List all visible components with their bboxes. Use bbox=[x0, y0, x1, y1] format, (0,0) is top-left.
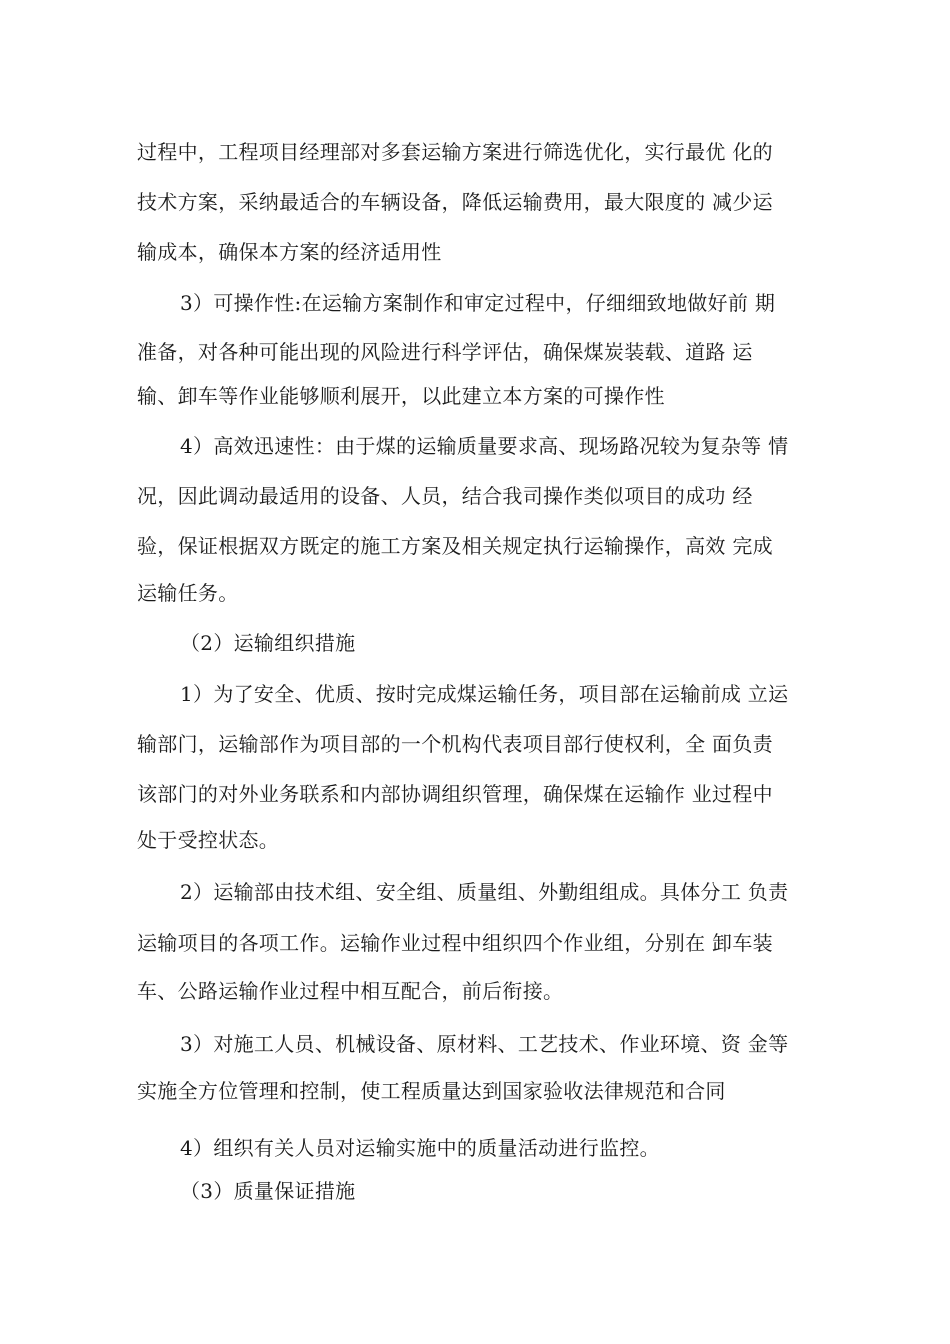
paragraph-line: 运输项目的各项工作。运输作业过程中组织四个作业组，分别在 卸车装 bbox=[137, 931, 773, 955]
paragraph-line: 2）运输部由技术组、安全组、质量组、外勤组组成。具体分工 负责 bbox=[180, 880, 789, 904]
paragraph-line: 处于受控状态。 bbox=[137, 828, 280, 852]
paragraph-line: 该部门的对外业务联系和内部协调组织管理，确保煤在运输作 业过程中 bbox=[137, 782, 773, 806]
paragraph-line: 验，保证根据双方既定的施工方案及相关规定执行运输操作，高效 完成 bbox=[137, 534, 773, 558]
section-heading: （2）运输组织措施 bbox=[180, 631, 356, 655]
paragraph-line: 1）为了安全、优质、按时完成煤运输任务，项目部在运输前成 立运 bbox=[180, 682, 789, 706]
paragraph-line: 实施全方位管理和控制，使工程质量达到国家验收法律规范和合同 bbox=[137, 1079, 726, 1103]
paragraph-line: 输成本，确保本方案的经济适用性 bbox=[137, 240, 442, 264]
paragraph-line: 3）对施工人员、机械设备、原材料、工艺技术、作业环境、资 金等 bbox=[180, 1032, 789, 1056]
section-heading: （3）质量保证措施 bbox=[180, 1179, 356, 1203]
paragraph-line: 4）组织有关人员对运输实施中的质量活动进行监控。 bbox=[180, 1136, 660, 1160]
paragraph-line: 运输任务。 bbox=[137, 581, 239, 605]
paragraph-line: 输部门，运输部作为项目部的一个机构代表项目部行使权利，全 面负责 bbox=[137, 732, 773, 756]
paragraph-line: 技术方案，采纳最适合的车辆设备，降低运输费用，最大限度的 减少运 bbox=[137, 190, 773, 214]
paragraph-line: 况，因此调动最适用的设备、人员，结合我司操作类似项目的成功 经 bbox=[137, 484, 753, 508]
paragraph-line: 输、卸车等作业能够顺利展开，以此建立本方案的可操作性 bbox=[137, 384, 665, 408]
paragraph-line: 3）可操作性:在运输方案制作和审定过程中，仔细细致地做好前 期 bbox=[180, 291, 776, 315]
paragraph-line: 过程中，工程项目经理部对多套运输方案进行筛选优化，实行最优 化的 bbox=[137, 140, 773, 164]
paragraph-line: 4）高效迅速性：由于煤的运输质量要求高、现场路况较为复杂等 情 bbox=[180, 434, 789, 458]
paragraph-line: 准备，对各种可能出现的风险进行科学评估，确保煤炭装载、道路 运 bbox=[137, 340, 753, 364]
paragraph-line: 车、公路运输作业过程中相互配合，前后衔接。 bbox=[137, 979, 564, 1003]
